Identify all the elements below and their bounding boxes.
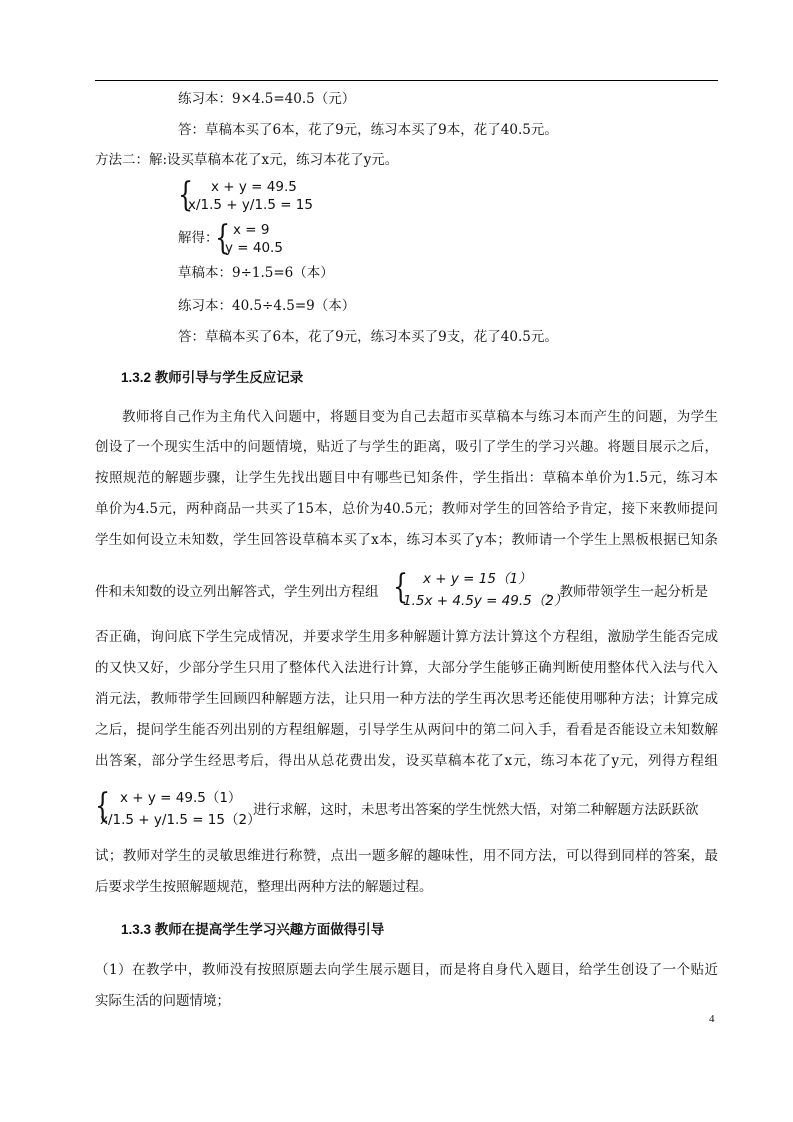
inline-text: 件和未知数的设立列出解答式，学生列出方程组 xyxy=(95,584,379,600)
equation: x + y = 49.5（1） xyxy=(120,790,242,806)
answer-line-2: 答：草稿本买了6本，花了9元，练习本买了9支，花了40.5元。 xyxy=(178,329,558,345)
answer-line-1: 答：草稿本买了6本，花了9元，练习本买了9本，花了40.5元。 xyxy=(178,122,558,138)
exercise-count-line: 练习本：40.5÷4.5=9（本） xyxy=(178,298,356,314)
equation: x/1.5 + y/1.5 = 15 xyxy=(188,197,313,213)
paragraph-line: 的又快又好，少部分学生只用了整体代入法进行计算，大部分学生能够正确判断使用整体代入法与代入 xyxy=(95,660,718,676)
exercise-cost-line: 练习本：9×4.5=40.5（元） xyxy=(178,91,356,107)
brace-icon: { xyxy=(393,567,409,607)
solve-label: 解得： xyxy=(178,230,219,246)
paragraph-line: 出答案，部分学生经思考后，得出从总花费出发，设买草稿本花了x元，练习本花了y元，列得方程组 xyxy=(95,753,718,769)
brace-icon: { xyxy=(215,218,231,258)
inline-text: ，教师带领学生一起分析是 xyxy=(546,584,708,600)
equation: y = 40.5 xyxy=(225,240,283,256)
paragraph-line: 单价为4.5元，两种商品一共买了15本，总价为40.5元；教师对学生的回答给予肯定，接下来教师提问 xyxy=(95,501,718,517)
paragraph-line: 学生如何设立未知数，学生回答设草稿本买了x本，练习本买了y本；教师请一个学生上黑板根据已知条 xyxy=(95,532,718,548)
brace-icon: { xyxy=(178,175,194,215)
equation: x + y = 49.5 xyxy=(211,179,297,195)
paragraph-line: 创设了一个现实生活中的问题情境，贴近了与学生的距离，吸引了学生的学习兴趣。将题目展示之后， xyxy=(95,439,718,455)
inline-equation-system-1 xyxy=(393,567,568,609)
equation: x/1.5 + y/1.5 = 15（2） xyxy=(100,812,261,828)
paragraph-line: 消元法，教师带学生回顾四种解题方法，让只用一种方法的学生再次思考还能使用哪种方法；计算完成 xyxy=(95,691,718,707)
paragraph-line: 按照规范的解题步骤，让学生先找出题目中有哪些已知条件，学生指出：草稿本单价为1.5元，练习本 xyxy=(95,470,718,486)
page-number: 4 xyxy=(709,1013,715,1025)
header-rule xyxy=(95,80,718,81)
section-heading: 1.3.3 教师在提高学生学习兴趣方面做得引导 xyxy=(121,922,385,937)
equation: x = 9 xyxy=(233,222,270,238)
paragraph-line: 实际生活的问题情境； xyxy=(95,993,230,1009)
paragraph-line: 试；教师对学生的灵敏思维进行称赞，点出一题多解的趣味性，用不同方法，可以得到同样的答案，最 xyxy=(95,848,718,864)
draft-count-line: 草稿本：9÷1.5=6（本） xyxy=(178,265,334,281)
paragraph-line: （1）在教学中，教师没有按照原题去向学生展示题目，而是将自身代入题目，给学生创设了一个贴近 xyxy=(95,962,718,978)
equation: x + y = 15（1） xyxy=(423,571,532,587)
paragraph-line: 后要求学生按照解题规范，整理出两种方法的解题过程。 xyxy=(95,879,433,895)
method-two-line: 方法二：解:设买草稿本花了x元，练习本花了y元。 xyxy=(95,152,399,168)
brace-icon: { xyxy=(95,786,111,826)
equation: 1.5x + 4.5y = 49.5（2） xyxy=(403,593,568,609)
paragraph-line: 否正确，询问底下学生完成情况，并要求学生用多种解题计算方法计算这个方程组，激励学生能否完成 xyxy=(95,629,718,645)
paragraph-line: 教师将自己作为主角代入问题中，将题目变为自己去超市买草稿本与练习本而产生的问题，为学生 xyxy=(122,409,718,425)
equation-system-2 xyxy=(215,218,335,258)
paragraph-line: 之后，提问学生能否列出别的方程组解题，引导学生从两问中的第二问入手，看看是否能设立未知数解 xyxy=(95,722,718,738)
inline-text: 进行求解，这时，未思考出答案的学生恍然大悟，对第二种解题方法跃跃欲 xyxy=(253,802,699,818)
section-heading: 1.3.2 教师引导与学生反应记录 xyxy=(121,370,304,385)
equation-system-1 xyxy=(178,175,378,215)
inline-equation-system-2 xyxy=(95,786,261,828)
